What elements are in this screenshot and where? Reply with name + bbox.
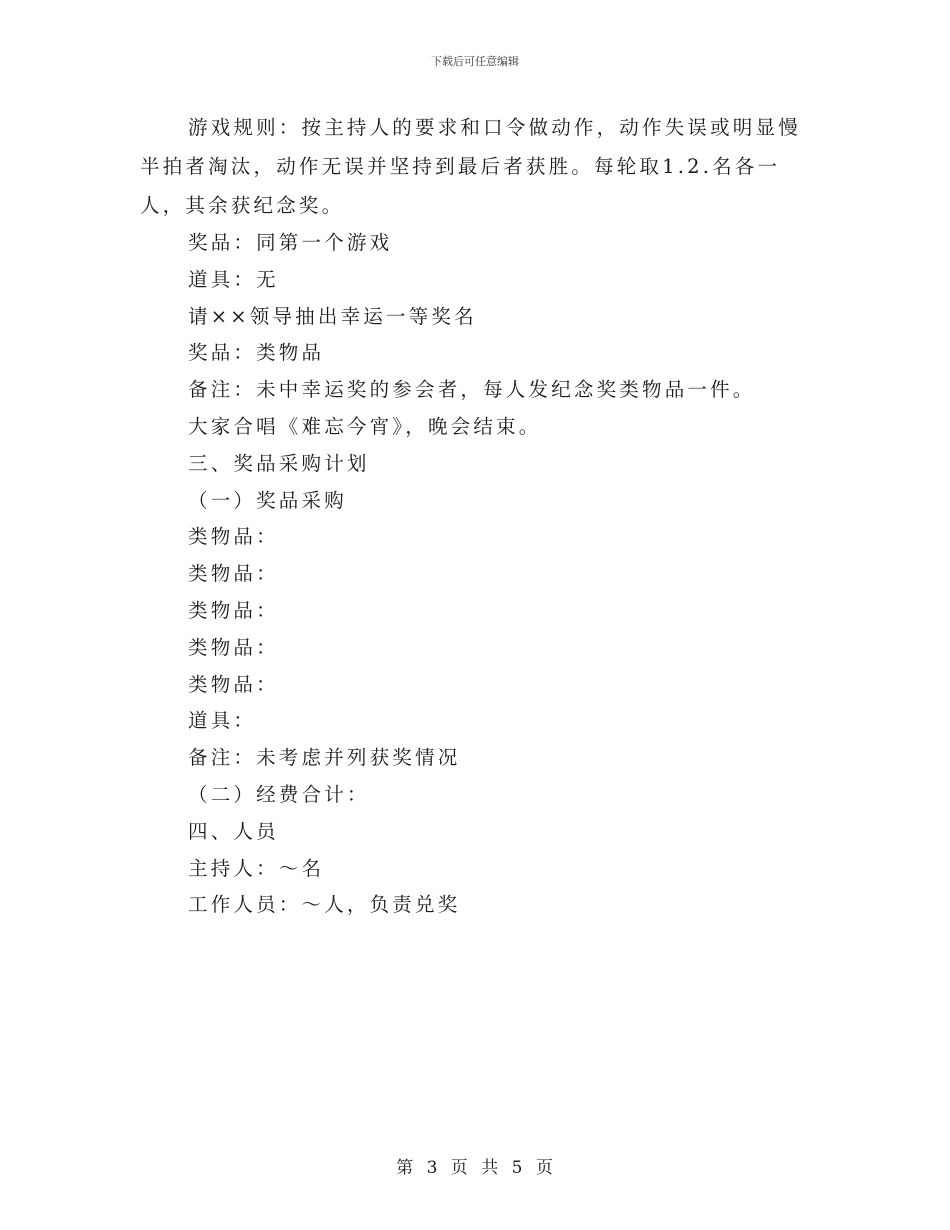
subsection-heading: （一）奖品采购 [188, 488, 347, 512]
text-line: 道具： [188, 709, 257, 733]
text-line: 类物品： [188, 598, 279, 622]
text-line: 大家合唱《难忘今宵》，晚会结束。 [188, 414, 542, 438]
text-line: 道具：无 [188, 267, 279, 291]
text-line: 类物品： [188, 525, 279, 549]
game-rules-paragraph: 游戏规则：按主持人的要求和口令做动作，动作失误或明显慢半拍者淘汰，动作无误并坚持到最后者获胜。每轮取1.2.名各一人，其余获纪念奖。 [140, 116, 801, 217]
text-line: 奖品：同第一个游戏 [188, 231, 393, 254]
text-line: 备注：未考虑并列获奖情况 [188, 746, 461, 770]
page-footer: 第 3 页 共 5 页 [396, 1158, 554, 1178]
section-heading: 四、人员 [188, 819, 279, 843]
text-line: 类物品： [188, 672, 279, 696]
text-line: 备注：未中幸运奖的参会者，每人发纪念奖类物品一件。 [188, 378, 756, 402]
subsection-heading: （二）经费合计： [188, 782, 370, 806]
document-body [140, 108, 810, 924]
text-line: 类物品： [188, 635, 279, 659]
text-line: 主持人：～名 [188, 856, 325, 880]
text-line: 奖品：类物品 [188, 341, 325, 365]
text-line: 类物品： [188, 562, 279, 586]
text-line: 工作人员：～人，负责兑奖 [188, 893, 461, 917]
section-heading: 三、奖品采购计划 [188, 451, 370, 475]
page-header: 下载后可任意编辑 [431, 55, 519, 68]
text-line: 请××领导抽出幸运一等奖名 [188, 304, 477, 328]
